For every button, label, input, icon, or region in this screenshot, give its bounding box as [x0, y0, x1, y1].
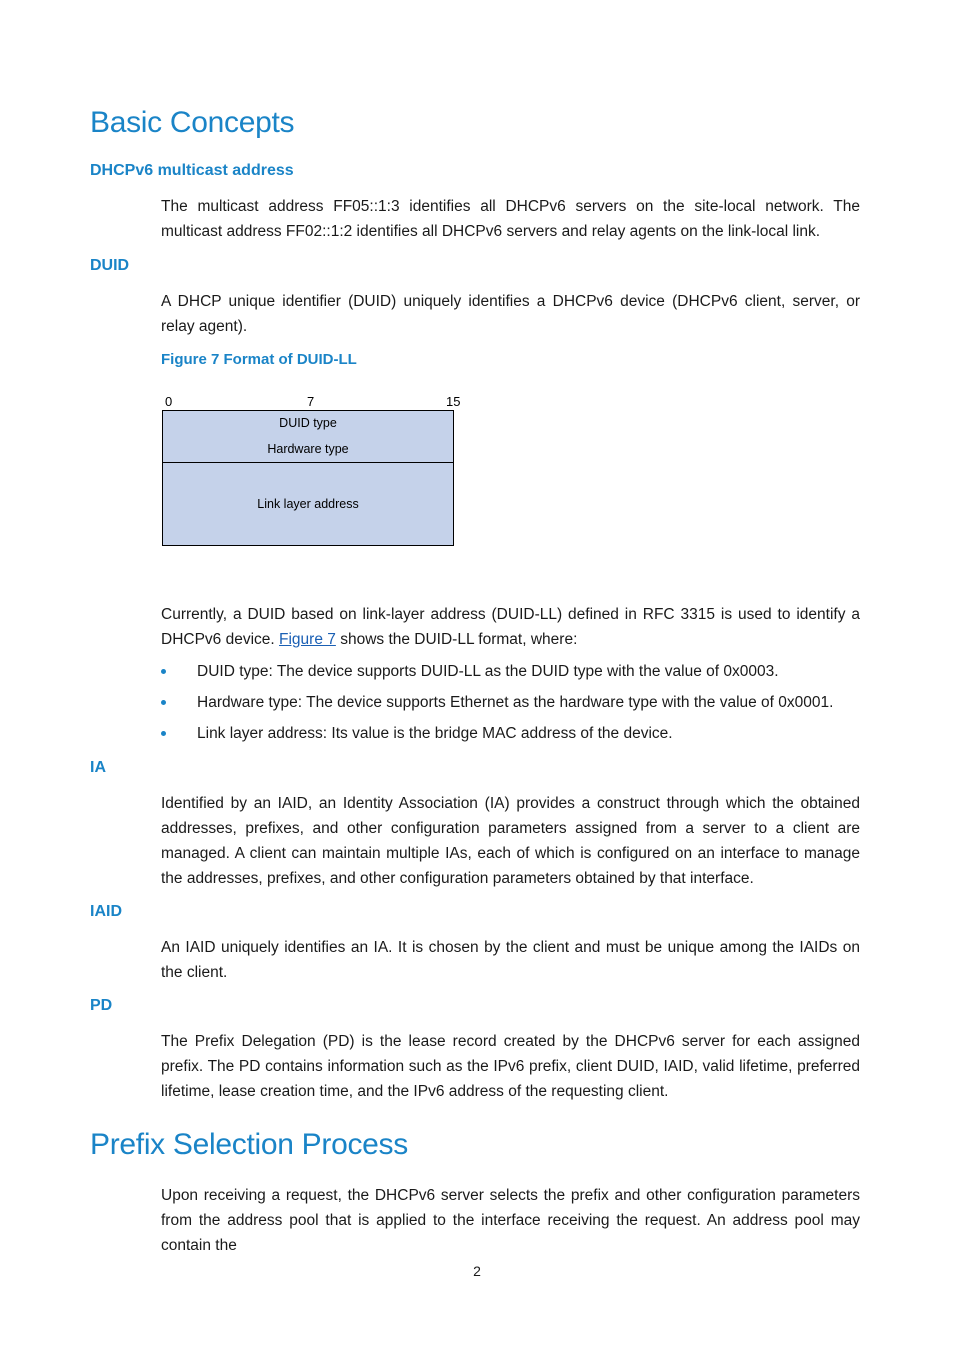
figure-7-link[interactable]: Figure 7	[279, 631, 336, 648]
field-duid-type: DUID type	[162, 410, 454, 437]
bullet-icon	[161, 669, 166, 674]
list-item	[161, 721, 860, 752]
heading-dhcpv6-multicast-address: DHCPv6 multicast address	[90, 162, 294, 179]
figure-caption: Figure 7 Format of DUID-LL	[161, 351, 357, 368]
bullet-text: Hardware type: The device supports Ethernet as the hardware type with the value of 0x0001.	[197, 694, 834, 711]
bullet-text: DUID type: The device supports DUID-LL as the DUID type with the value of 0x0003.	[197, 663, 779, 680]
list-item	[161, 690, 860, 721]
page-number: 2	[473, 1263, 481, 1279]
section-title-basic-concepts: Basic Concepts	[90, 106, 295, 139]
duid-ll-text-before: Currently, a DUID based on link-layer address (DUID-LL) defined in RFC 3315 is used to identify a DHCPv6 device.	[161, 606, 860, 648]
bit-scale-end: 15	[446, 394, 461, 409]
heading-ia: IA	[90, 759, 106, 776]
section-title-prefix-selection: Prefix Selection Process	[90, 1128, 408, 1161]
duid-paragraph: A DHCP unique identifier (DUID) uniquely identifies a DHCPv6 device (DHCPv6 client, server, or relay agent).	[161, 293, 860, 335]
ia-paragraph: Identified by an IAID, an Identity Association (IA) provides a construct through which the obtained addresses, prefixes, and other configuration parameters assigned from a server to a client are managed. A client can maintain multiple IAs, each of which is configured on an interface to manage the addresses, prefixes, and other configuration parameters obtained by that interface.	[161, 795, 860, 887]
bullet-icon	[161, 700, 166, 705]
prefix-selection-paragraph: Upon receiving a request, the DHCPv6 server selects the prefix and other configuration parameters from the address pool that is applied to the interface receiving the request. An address pool may contain the	[161, 1187, 860, 1254]
heading-duid: DUID	[90, 257, 130, 274]
bit-scale-start: 0	[165, 394, 173, 409]
bit-scale-middle: 7	[307, 394, 315, 409]
iaid-paragraph: An IAID uniquely identifies an IA. It is chosen by the client and must be unique among the IAIDs on the client.	[161, 939, 860, 981]
pd-paragraph: The Prefix Delegation (PD) is the lease record created by the DHCPv6 server for each assigned prefix. The PD contains information such as the IPv6 prefix, client DUID, IAID, valid lifetime, preferred lifetime, lease creation time, and the IPv6 address of the requesting client.	[161, 1033, 860, 1100]
bullet-text: Link layer address: Its value is the bridge MAC address of the device.	[197, 725, 673, 742]
field-hardware-type: Hardware type	[162, 436, 454, 463]
duid-bullet-list	[161, 659, 860, 752]
duid-ll-paragraph	[161, 602, 860, 652]
field-link-layer-address: Link layer address	[162, 463, 454, 546]
duid-ll-text-after: shows the DUID-LL format, where:	[335, 631, 578, 648]
list-item	[161, 659, 860, 690]
multicast-paragraph: The multicast address FF05::1:3 identifies all DHCPv6 servers on the site-local network. The multicast address FF02::1:2 identifies all DHCPv6 servers and relay agents on the link-local link.	[161, 198, 860, 240]
heading-pd: PD	[90, 997, 113, 1014]
heading-iaid: IAID	[90, 903, 122, 920]
bullet-icon	[161, 731, 166, 736]
